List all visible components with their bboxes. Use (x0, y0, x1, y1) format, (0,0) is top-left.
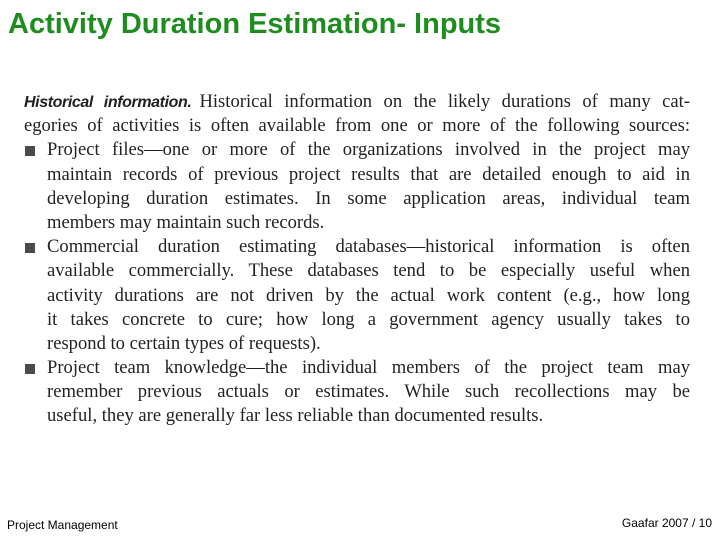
bullet-line-text: Commercial duration estimating databases—historical information is often (47, 236, 690, 258)
bullet-line: respond to certain types of requests). (47, 332, 321, 354)
bullet-line-text: Project files—one or more of the organizations involved in the project may (47, 139, 690, 161)
bullet-line: activity durations are not driven by the actual work content (e.g., how long (47, 284, 690, 306)
intro-line-text: Historical information on the likely durations of many cat- (199, 91, 690, 112)
square-bullet-icon (25, 364, 35, 374)
bullet-line: available commercially. These databases tend to be especially useful when (47, 260, 690, 282)
slide-title: Activity Duration Estimation- Inputs (8, 8, 502, 40)
lead-label: Historical information. (24, 94, 192, 111)
square-bullet-icon (25, 146, 35, 156)
bullet-item-team-knowledge (47, 356, 690, 380)
bullet-line: members may maintain such records. (47, 211, 325, 233)
bullet-item-project-files (47, 138, 690, 162)
bullet-line: maintain records of previous project results that are detailed enough to aid in (47, 163, 690, 185)
intro-line: egories of activities is often available from one or more of the following sources: (24, 115, 690, 137)
square-bullet-icon (25, 243, 35, 253)
bullet-line-text: Project team knowledge—the individual members of the project team may (47, 357, 690, 379)
bullet-line: developing duration estimates. In some application areas, individual team (47, 187, 690, 209)
bullet-line: remember previous actuals or estimates. While such recollections may be (47, 381, 690, 403)
bullet-line: useful, they are generally far less reliable than documented results. (47, 405, 544, 427)
bullet-item-commercial-databases (47, 235, 690, 259)
bullet-line: it takes concrete to cure; how long a government agency usually takes to (47, 308, 690, 330)
footer-page-number: Gaafar 2007 / 10 (621, 516, 712, 530)
scanned-text-block (24, 90, 690, 429)
footer-course-name: Project Management (7, 518, 118, 532)
intro-line (24, 90, 690, 114)
